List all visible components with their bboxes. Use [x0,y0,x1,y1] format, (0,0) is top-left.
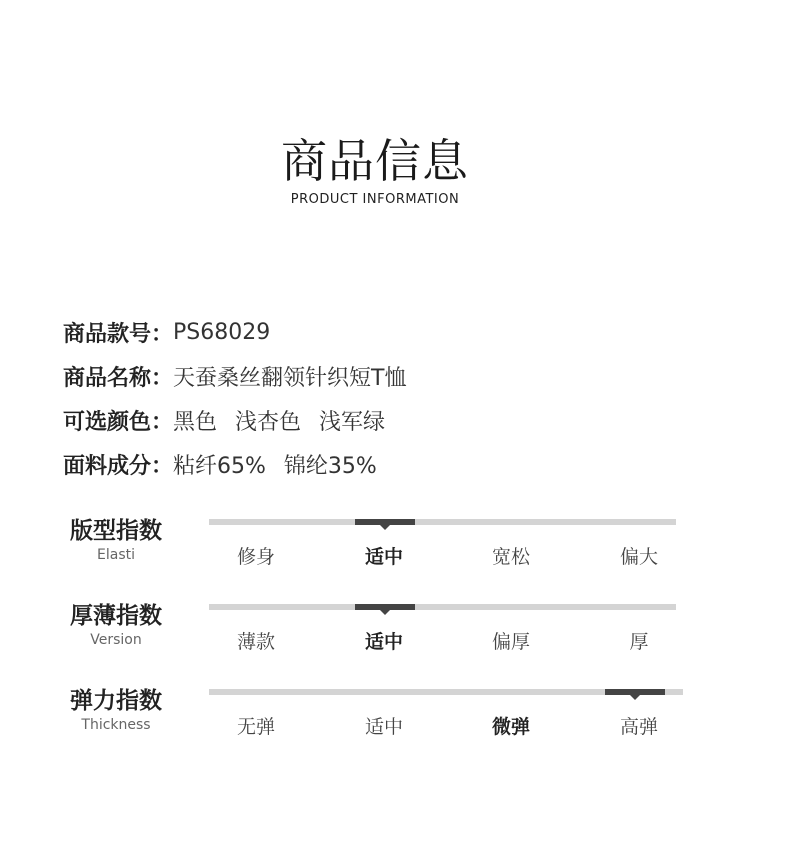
page-title: 商品信息 [281,134,469,188]
index-elasticity [0,686,790,766]
color-option: 黑色 [173,409,218,435]
index-option-selected: 高弹 [619,716,658,738]
info-row-fabric [63,442,406,486]
index-option: 厚 [629,631,649,653]
info-label: 商品款号： [63,321,174,347]
index-option-emphasized: 微弹 [491,716,530,738]
info-value: 天蚕桑丝翻领针织短T恤 [173,365,407,391]
info-label: 商品名称： [63,365,174,391]
index-option: 宽松 [491,546,530,568]
index-name-en: Elasti [97,547,135,563]
index-name: 弹力指数 [70,688,162,714]
page-subtitle: PRODUCT INFORMATION [290,192,460,207]
index-marker [355,604,415,610]
info-row-colors [63,398,406,442]
index-option: 修身 [236,546,275,568]
info-row-model [63,310,406,354]
section-header [270,132,480,207]
info-label: 可选颜色： [63,409,174,435]
index-option: 偏大 [619,546,658,568]
index-name-en: Version [90,632,142,648]
color-option: 浅军绿 [319,409,386,435]
index-title [62,516,170,564]
index-title [62,601,170,649]
index-option: 无弹 [236,716,275,738]
product-info-list [63,310,406,486]
info-label: 面料成分： [63,453,174,479]
index-option: 薄款 [236,631,275,653]
index-marker [605,689,665,695]
index-marker [355,519,415,525]
index-option-selected: 适中 [364,546,403,568]
fabric-component: 锦纶35% [283,453,377,479]
info-value: PS68029 [173,319,271,345]
index-name-en: Thickness [81,717,151,733]
index-option: 适中 [364,716,403,738]
index-title [62,686,170,734]
index-option-selected: 适中 [364,631,403,653]
fabric-component: 粘纤65% [173,453,266,479]
index-thickness [0,601,790,681]
index-track [209,519,676,525]
info-row-name [63,354,406,398]
index-fit [0,516,790,596]
color-option: 浅杏色 [235,409,302,435]
index-option: 偏厚 [491,631,530,653]
index-name: 版型指数 [70,518,162,544]
index-track [209,604,676,610]
index-name: 厚薄指数 [70,603,162,629]
